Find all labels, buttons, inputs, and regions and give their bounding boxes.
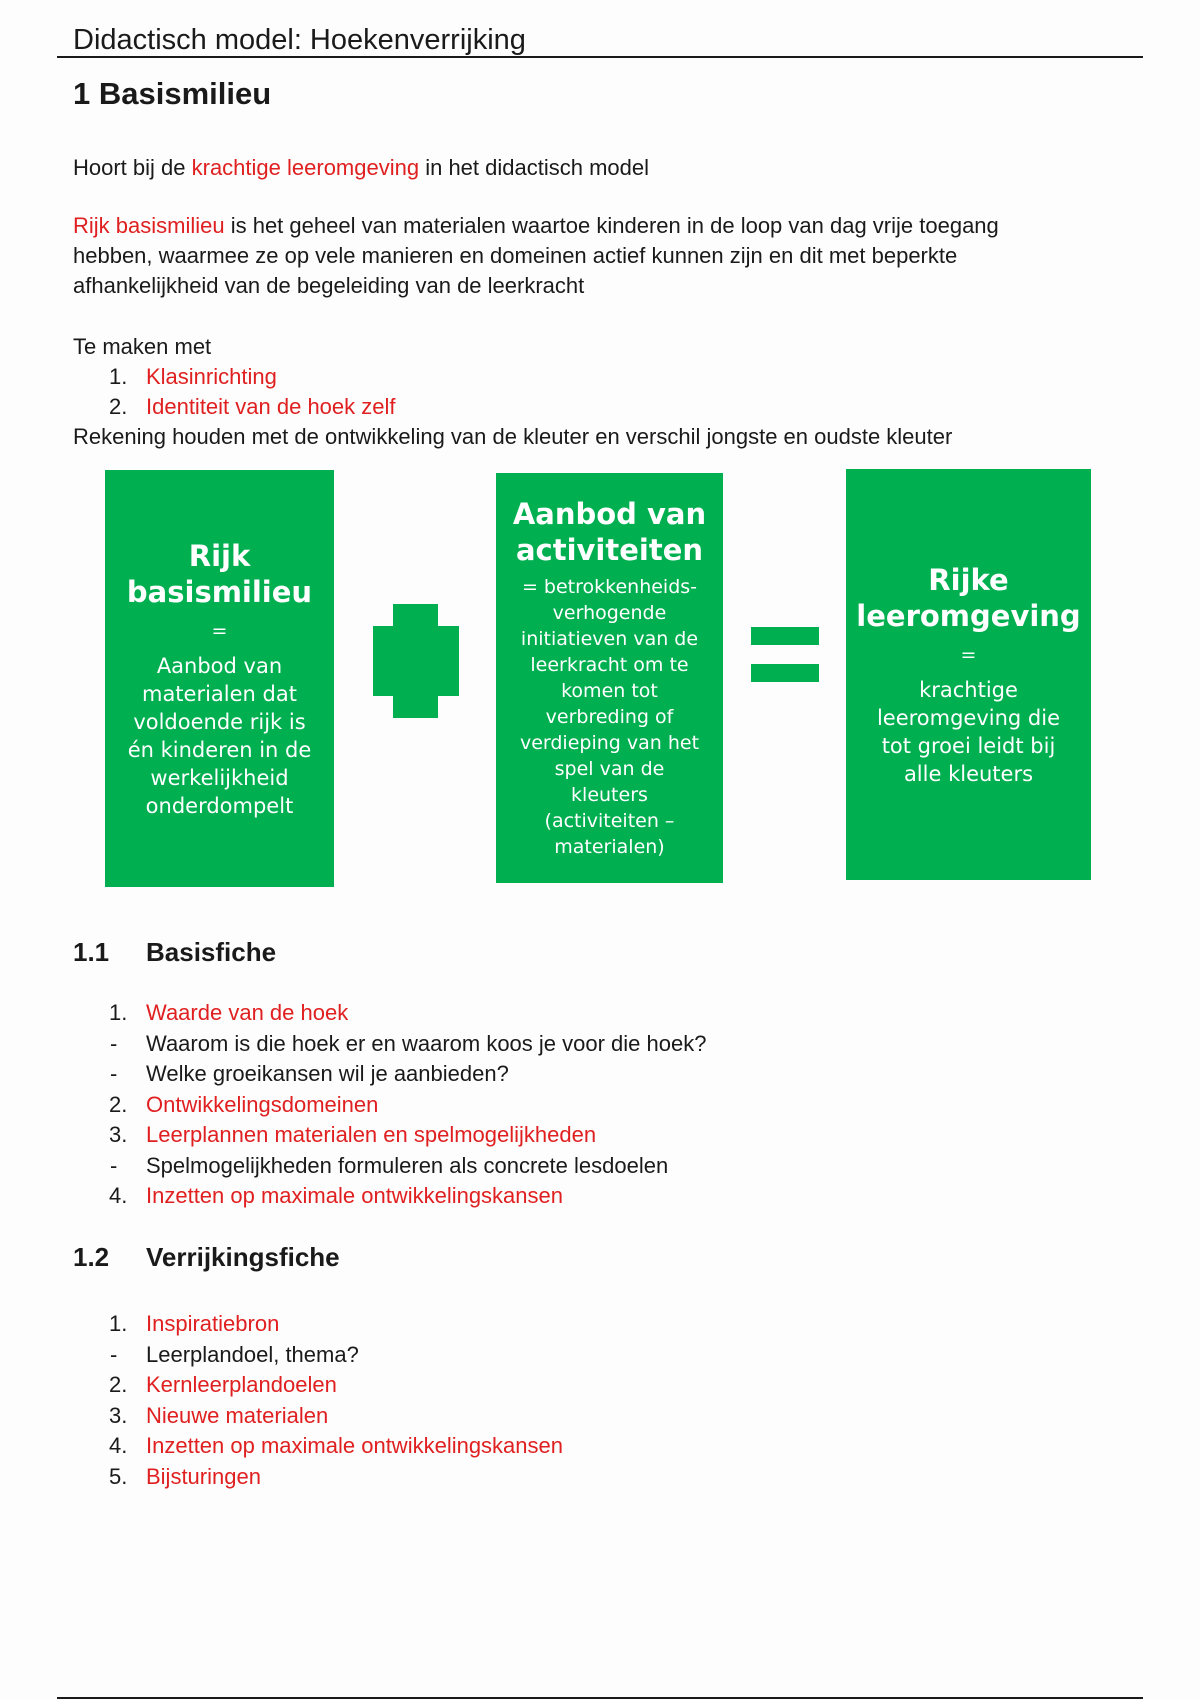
box2-body-line: (activiteiten –: [544, 810, 675, 832]
definition-highlight: Rijk basismilieu: [73, 213, 225, 238]
box2-body-line: verdieping van het: [519, 732, 700, 754]
rekening-paragraph: Rekening houden met de ontwikkeling van de kleuter en verschil jongste en oudste kleuter: [73, 424, 953, 449]
box3-equals: =: [960, 643, 977, 666]
box2-body-line: kleuters: [571, 784, 648, 806]
box1-title-line: basismilieu: [126, 574, 313, 609]
section-title-basisfiche: Basisfiche: [146, 937, 277, 967]
box1-equals: =: [211, 619, 228, 642]
equals-icon-bar: [751, 664, 819, 682]
box2-body-line: = betrokkenheids-: [521, 576, 698, 598]
list-item-text: Ontwikkelingsdomeinen: [146, 1091, 379, 1117]
box1-body-line: Aanbod van: [156, 653, 283, 678]
list-item-text: Leerplandoel, thema?: [146, 1341, 359, 1367]
footer-rule: [57, 1697, 1143, 1699]
list-item-marker: 5.: [109, 1463, 128, 1489]
box2-body-line: verhogende: [552, 602, 667, 624]
definition-line-2: hebben, waarmee ze op vele manieren en domeinen actief kunnen zijn en dit met beperkte: [73, 243, 958, 268]
intro-paragraph: [73, 153, 649, 183]
list-item-number: 1.: [109, 364, 128, 389]
section-number-1-2: 1.2: [73, 1242, 110, 1272]
box3-body-line: tot groei leidt bij: [881, 733, 1056, 758]
plus-icon-bar: [373, 626, 459, 696]
list-item-marker: -: [110, 1341, 118, 1367]
definition-paragraph: [73, 211, 999, 301]
box1-body-line: voldoende rijk is: [133, 709, 306, 734]
list-item-marker: -: [110, 1061, 118, 1086]
list-item-text: Waarde van de hoek: [146, 1000, 349, 1025]
list-item-text: Welke groeikansen wil je aanbieden?: [146, 1061, 509, 1086]
section-heading-basismilieu: 1 Basismilieu: [73, 76, 272, 111]
box2-body-line: leerkracht om te: [530, 654, 689, 676]
list-item-marker: -: [110, 1030, 118, 1056]
list-item-text: Inzetten op maximale ontwikkelingskansen: [146, 1433, 564, 1458]
box3-title: [856, 562, 1080, 634]
list-item-text: Spelmogelijkheden formuleren als concrete lesdoelen: [146, 1152, 669, 1178]
intro-text-post: in het didactisch model: [419, 155, 649, 180]
intro-highlight: krachtige leeromgeving: [191, 155, 420, 180]
box2-body-line: verbreding of: [545, 706, 674, 728]
list-item-marker: 3.: [109, 1402, 128, 1428]
list-item-marker: 4.: [109, 1183, 128, 1208]
box3-body: [877, 676, 1060, 788]
box1-title: [127, 538, 312, 610]
list-item-text: Inspiratiebron: [146, 1311, 280, 1336]
box2-title-line: activiteiten: [515, 533, 704, 567]
box3-body-line: krachtige: [919, 677, 1018, 702]
equals-icon: [751, 627, 819, 645]
definition-line-1: [73, 211, 999, 241]
list-item-text: Waarom is die hoek er en waarom koos je voor die hoek?: [146, 1030, 707, 1056]
definition-line-3: afhankelijkheid van de begeleiding van de leerkracht: [73, 273, 585, 298]
box2-body-line: komen tot: [561, 680, 658, 702]
list-item-marker: 3.: [109, 1122, 128, 1147]
te-maken-met-label: Te maken met: [73, 334, 212, 359]
list-item-number: 2.: [109, 394, 128, 419]
box1-title-line: Rijk: [188, 538, 251, 573]
box-rijk-basismilieu: [105, 470, 334, 887]
box3-body-line: alle kleuters: [903, 761, 1034, 786]
box-aanbod-van-activiteiten: [496, 473, 723, 883]
box2-body: [520, 574, 699, 860]
list-item-text: Klasinrichting: [146, 364, 277, 389]
box2-title: [513, 496, 706, 568]
definition-text-1: is het geheel van materialen waartoe kinderen in de loop van dag vrije toegang: [224, 213, 999, 238]
list-item-marker: 4.: [109, 1433, 128, 1458]
box3-title-line: Rijke: [928, 562, 1009, 597]
section-number-1-1: 1.1: [73, 937, 110, 967]
box2-body-line: materialen): [554, 836, 665, 858]
list-item-marker: 1.: [109, 1000, 128, 1025]
header-rule: [57, 56, 1143, 58]
list-item-text: Leerplannen materialen en spelmogelijkheden: [146, 1122, 597, 1147]
box2-body-line: initiatieven van de: [520, 628, 699, 650]
list-item-marker: -: [110, 1152, 118, 1178]
box2-title-line: Aanbod van: [512, 497, 707, 531]
box-rijke-leeromgeving: [846, 469, 1091, 880]
list-item-text: Kernleerplandoelen: [146, 1372, 337, 1397]
box1-body: [128, 652, 312, 820]
box1-body-line: werkelijkheid: [150, 765, 289, 790]
list-item-text: Identiteit van de hoek zelf: [146, 394, 396, 419]
page-header-title: Didactisch model: Hoekenverrijking: [73, 24, 526, 56]
box1-body-line: materialen dat: [141, 681, 297, 706]
box1-body-line: én kinderen in de: [127, 737, 312, 762]
list-item-text: Bijsturingen: [146, 1463, 261, 1489]
list-item-text: Inzetten op maximale ontwikkelingskansen: [146, 1183, 564, 1208]
box1-body-line: onderdompelt: [145, 793, 294, 818]
list-item-marker: 2.: [109, 1091, 128, 1117]
intro-text-pre: Hoort bij de: [73, 155, 192, 180]
section-title-verrijkingsfiche: Verrijkingsfiche: [146, 1242, 340, 1272]
list-item-text: Nieuwe materialen: [146, 1402, 329, 1428]
box2-body-line: spel van de: [554, 758, 665, 780]
list-item-marker: 2.: [109, 1372, 128, 1397]
box3-title-line: leeromgeving: [856, 598, 1081, 633]
box3-body-line: leeromgeving die: [876, 705, 1061, 730]
list-item-marker: 1.: [109, 1311, 128, 1336]
